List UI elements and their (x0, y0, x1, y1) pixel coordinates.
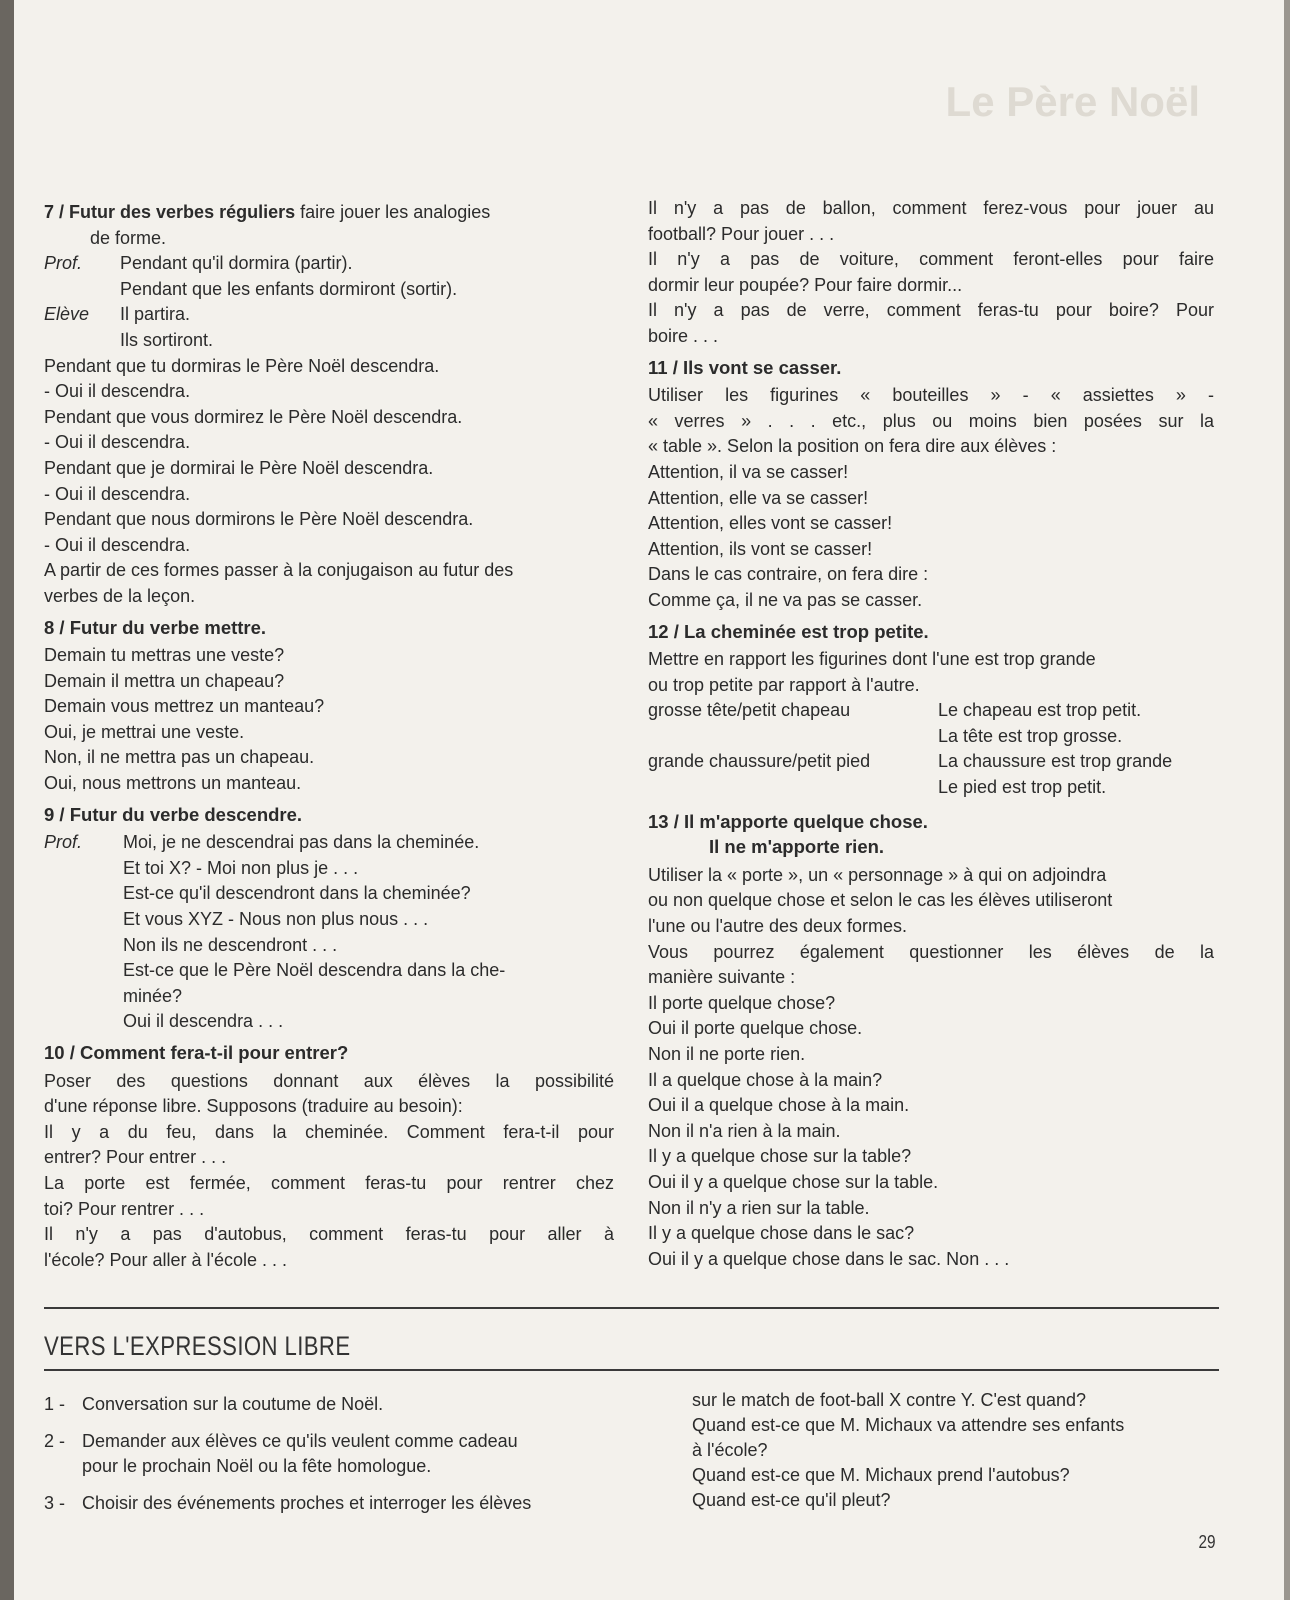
text-line: ou trop petite par rapport à l'autre. (648, 674, 920, 695)
text-line: Oui, nous mettrons un manteau. (44, 773, 302, 794)
pair-right: La chaussure est trop grande (938, 751, 1173, 772)
text-line: Comme ça, il ne va pas se casser. (648, 589, 923, 610)
text-line: Utiliser les figurines « bouteilles » - « assiettes » - (648, 385, 1214, 406)
text-line: Oui il descendra . . . (123, 1011, 284, 1032)
text-line: minée? (123, 985, 183, 1006)
section-8 (44, 615, 614, 797)
expression-section-title: VERS L'EXPRESSION LIBRE (44, 1331, 351, 1361)
section-10-heading: 10 / Comment fera-t-il pour entrer? (44, 1042, 349, 1063)
text-line: à l'école? (692, 1440, 768, 1460)
list-item-text: Choisir des événements proches et interroger les élèves (82, 1493, 532, 1513)
right-column (648, 196, 1214, 1272)
text-line: Pendant que tu dormiras le Père Noël descendra. (44, 355, 440, 376)
pair-right: Le chapeau est trop petit. (938, 700, 1142, 721)
section-10 (44, 1040, 614, 1273)
text-line: Mettre en rapport les figurines dont l'une est trop grande (648, 649, 1096, 670)
text-line: entrer? Pour entrer . . . (44, 1147, 227, 1168)
section-divider-bottom (44, 1369, 1219, 1371)
section-10-continued (648, 196, 1214, 350)
section-9 (44, 802, 614, 1035)
running-header-bleed: Le Père Noël (945, 78, 1200, 125)
prof-line: Moi, je ne descendrai pas dans la cheminée. (123, 832, 480, 853)
text-line: boire . . . (648, 325, 719, 346)
section-12-heading: 12 / La cheminée est trop petite. (648, 620, 929, 642)
text-line: Il y a du feu, dans la cheminée. Comment fera-t-il pour (44, 1121, 614, 1142)
text-line: Vous pourrez également questionner les élèves de la (648, 941, 1214, 962)
text-line: Quand est-ce qu'il pleut? (692, 1490, 891, 1510)
section-13-heading: 13 / Il m'apporte quelque chose. (648, 810, 928, 832)
text-line: l'école? Pour aller à l'école . . . (44, 1249, 287, 1270)
left-column (44, 200, 614, 1273)
expression-continued (692, 1388, 1222, 1513)
text-line: - Oui il descendra. (44, 432, 191, 453)
text-line: sur le match de foot-ball X contre Y. C'est quand? (692, 1390, 1087, 1410)
text-line: Oui, je mettrai une veste. (44, 721, 245, 742)
text-line: - Oui il descendra. (44, 381, 191, 402)
text-line: Dans le cas contraire, on fera dire : (648, 564, 929, 585)
prof-line: Pendant qu'il dormira (partir). (120, 253, 353, 274)
text-line: Il y a quelque chose sur la table? (648, 1146, 912, 1167)
text-line: Oui il a quelque chose à la main. (648, 1095, 910, 1116)
text-line: Non il ne porte rien. (648, 1044, 806, 1064)
pair-right: La tête est trop grosse. (938, 725, 1123, 746)
text-line: Est-ce qu'il descendront dans la cheminée? (123, 883, 471, 904)
text-line: Il n'y a pas d'autobus, comment feras-tu pour aller à (44, 1224, 614, 1245)
pair-left: grande chaussure/petit pied (648, 751, 871, 772)
text-line: Pendant que nous dormirons le Père Noël descendra. (44, 509, 474, 530)
prof-line: Pendant que les enfants dormiront (sortir). (120, 278, 458, 299)
prof-label: Prof. (44, 832, 83, 853)
pair-right: Le pied est trop petit. (938, 777, 1107, 798)
text-line: Et toi X? - Moi non plus je . . . (123, 857, 359, 878)
text-line: l'une ou l'autre des deux formes. (648, 916, 908, 937)
section-9-heading: 9 / Futur du verbe descendre. (44, 803, 303, 825)
text-line: Il n'y a pas de ballon, comment ferez-vous pour jouer au (648, 198, 1214, 218)
list-item-number: 2 - (44, 1431, 66, 1451)
text-line: Il n'y a pas de voiture, comment feront-elles pour faire (648, 249, 1214, 270)
text-line: Pendant que je dormirai le Père Noël descendra. (44, 457, 434, 478)
text-line: Demain tu mettras une veste? (44, 645, 285, 666)
text-line: dormir leur poupée? Pour faire dormir... (648, 274, 963, 295)
text-line: - Oui il descendra. (44, 534, 191, 555)
section-13-heading-2: Il ne m'apporte rien. (709, 836, 885, 858)
text-line: Attention, elle va se casser! (648, 487, 869, 508)
text-line: verbes de la leçon. (44, 585, 196, 606)
section-11 (648, 355, 1214, 614)
text-line: La porte est fermée, comment feras-tu pour rentrer chez (44, 1172, 614, 1193)
pair-row (648, 698, 1214, 724)
list-item-number: 3 - (44, 1493, 66, 1513)
eleve-label: Elève (44, 304, 90, 325)
page-right-edge (1284, 0, 1290, 1600)
text-line: - Oui il descendra. (44, 483, 191, 504)
list-item-number: 1 - (44, 1394, 66, 1414)
text-line: Il n'y a pas de verre, comment feras-tu pour boire? Pour (648, 300, 1214, 321)
section-7-subtitle-cont: de forme. (90, 227, 167, 248)
section-7: 7 / Futur des verbes réguliers faire jouer les analogies de forme. Prof. Pendant qu'il dormira (partir). Pendant que les enfants dormiront (sortir). Elève Il partira. Ils sortiront. Pendant que tu dormiras le Père Noël descendra. - Oui il descendra. Pendant que vous dormirez le Père Noël descendra. - Oui il descendra. Pendant que je dormirai le Père Noël descendra. - Oui il descendra. Pendant que nous dormirons le Père Noël descendra. - Oui il descendra. A partir de ces formes passer à la conjugaison au futur des verbes de la leçon. (44, 200, 614, 610)
list-item (44, 1392, 624, 1417)
text-line: Quand est-ce que M. Michaux va attendre ses enfants (692, 1415, 1125, 1435)
text-line: Utiliser la « porte », un « personnage » à qui on adjoindra (648, 864, 1107, 885)
pair-row (648, 775, 1214, 801)
list-item-text: pour le prochain Noël ou la fête homologue. (82, 1456, 432, 1476)
text-line: Pendant que vous dormirez le Père Noël descendra. (44, 406, 463, 427)
text-line: Est-ce que le Père Noël descendra dans la che- (123, 960, 506, 981)
pair-left: grosse tête/petit chapeau (648, 700, 851, 721)
text-line: Demain il mettra un chapeau? (44, 670, 285, 691)
text-line: Non il n'a rien à la main. (648, 1120, 841, 1141)
pair-row (648, 724, 1214, 750)
text-line: toi? Pour rentrer . . . (44, 1198, 205, 1219)
text-line: Et vous XYZ - Nous non plus nous . . . (123, 909, 429, 930)
text-line: Il porte quelque chose? (648, 992, 836, 1013)
prof-label: Prof. (44, 253, 83, 274)
section-11-heading: 11 / Ils vont se casser. (648, 356, 842, 378)
text-line: Non ils ne descendront . . . (123, 934, 338, 955)
text-line: Il a quelque chose à la main? (648, 1069, 883, 1090)
text-line: ou non quelque chose et selon le cas les élèves utiliseront (648, 890, 1113, 911)
text-line: Il y a quelque chose dans le sac? (648, 1223, 915, 1244)
text-line: football? Pour jouer . . . (648, 223, 835, 244)
expression-list (44, 1392, 624, 1528)
text-line: Quand est-ce que M. Michaux prend l'autobus? (692, 1465, 1070, 1485)
text-line: Attention, ils vont se casser! (648, 538, 873, 559)
text-line: Oui il y a quelque chose sur la table. (648, 1171, 939, 1192)
list-item-text: Demander aux élèves ce qu'ils veulent comme cadeau (82, 1431, 518, 1451)
text-line: « table ». Selon la position on fera dire aux élèves : (648, 436, 1057, 457)
section-7-title: Futur des verbes réguliers (69, 202, 296, 222)
pair-row (648, 749, 1214, 775)
text-line: « verres » . . . etc., plus ou moins bien posées sur la (648, 410, 1214, 431)
section-13 (648, 809, 1214, 1273)
list-item-text: Conversation sur la coutume de Noël. (82, 1394, 384, 1414)
section-7-number: 7 (44, 202, 55, 222)
text-line: Non il n'y a rien sur la table. (648, 1197, 870, 1218)
text-line: Attention, elles vont se casser! (648, 513, 893, 534)
eleve-line: Il partira. (120, 304, 191, 325)
text-line: Non, il ne mettra pas un chapeau. (44, 747, 315, 768)
section-7-subtitle: faire jouer les analogies (300, 202, 491, 222)
text-line: Oui il porte quelque chose. (648, 1018, 863, 1039)
text-line: Demain vous mettrez un manteau? (44, 696, 325, 717)
text-line: Poser des questions donnant aux élèves la possibilité (44, 1070, 614, 1091)
text-line: Attention, il va se casser! (648, 461, 849, 482)
text-line: d'une réponse libre. Supposons (traduire au besoin): (44, 1096, 463, 1117)
section-8-heading: 8 / Futur du verbe mettre. (44, 616, 267, 638)
text-line: A partir de ces formes passer à la conjugaison au futur des (44, 560, 514, 581)
section-divider-top (44, 1307, 1219, 1309)
list-item (44, 1429, 624, 1479)
list-item (44, 1491, 624, 1516)
section-12 (648, 619, 1214, 801)
page-number: 29 (1198, 1532, 1216, 1552)
text-line: Oui il y a quelque chose dans le sac. Non . . . (648, 1248, 1010, 1269)
text-line: manière suivante : (648, 967, 796, 988)
eleve-line: Ils sortiront. (120, 329, 214, 350)
book-binding-edge (0, 0, 14, 1600)
